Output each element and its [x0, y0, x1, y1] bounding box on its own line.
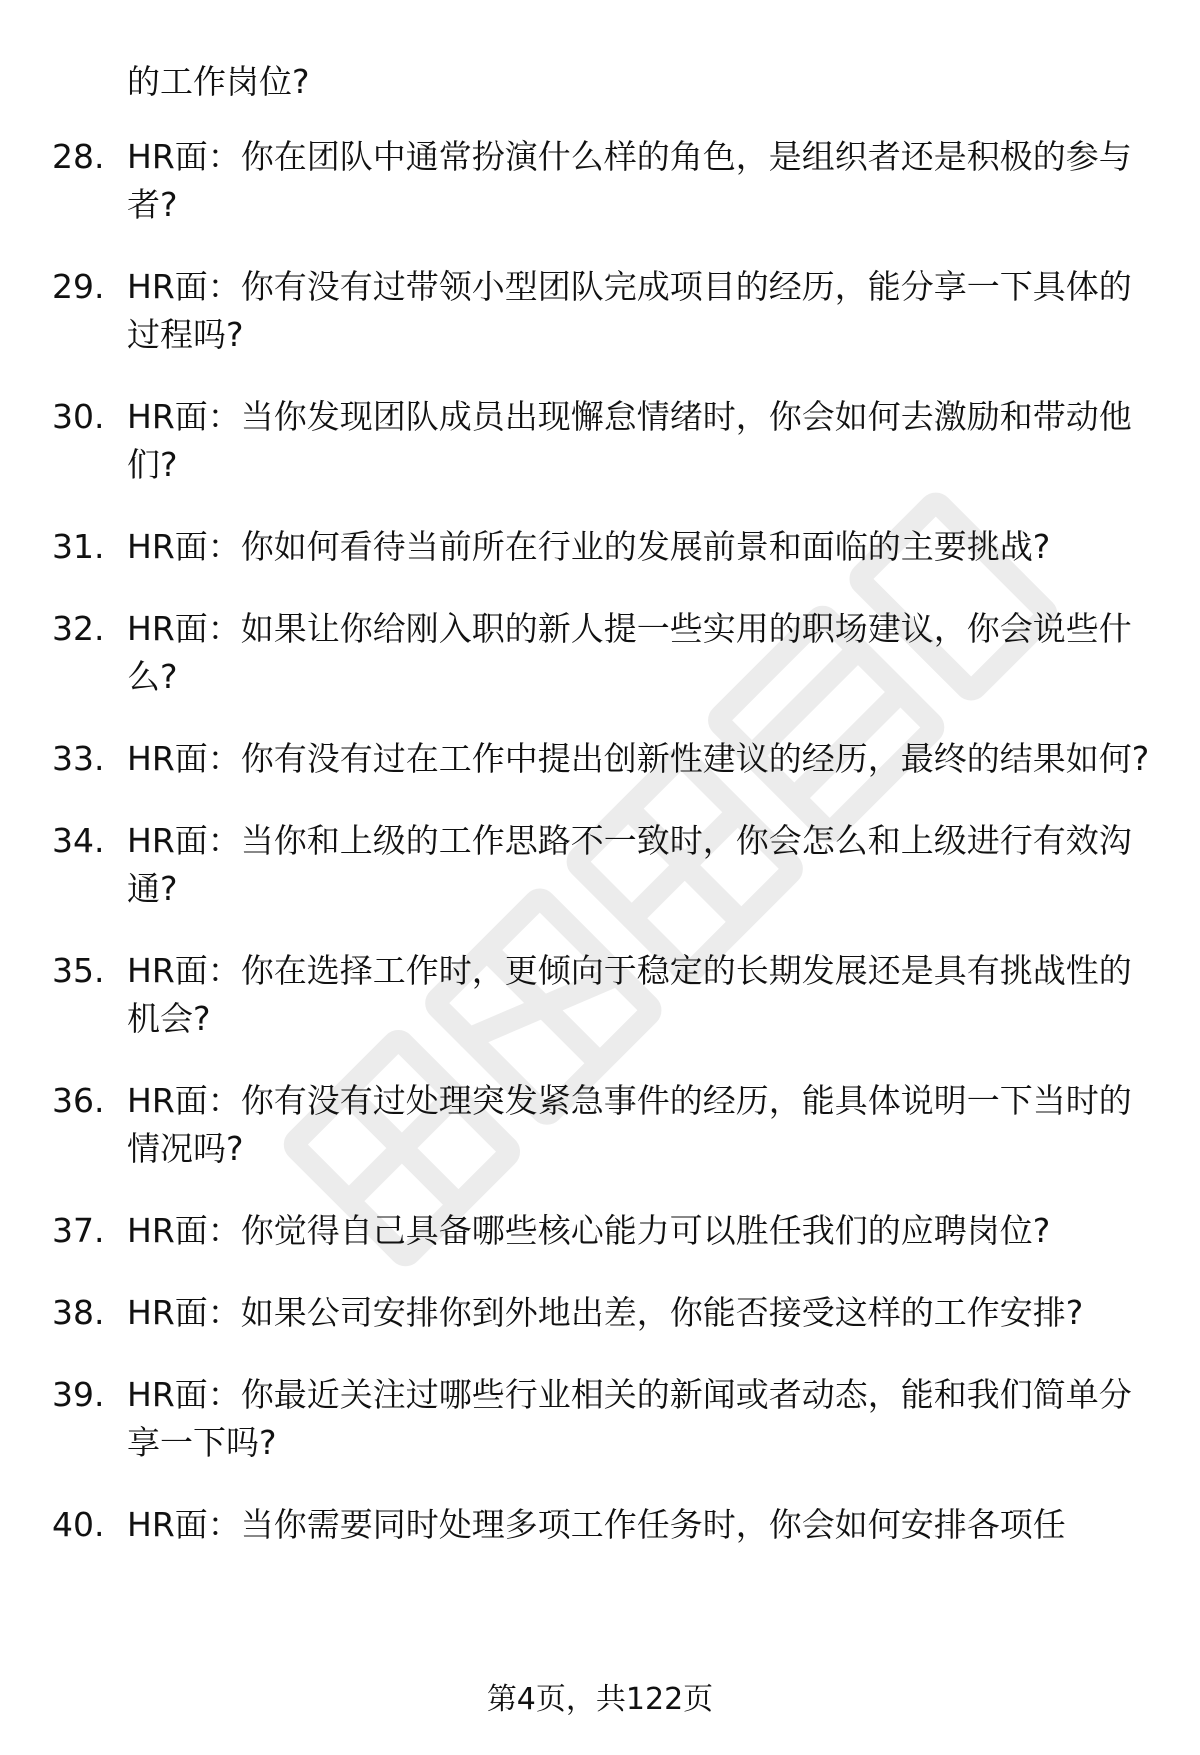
question-item — [0, 263, 1200, 359]
question-number: 39. — [52, 1375, 105, 1414]
question-item — [0, 133, 1200, 229]
continuation-text: 的工作岗位? — [127, 62, 310, 101]
question-number: 31. — [52, 527, 105, 566]
question-text: HR面：你有没有过处理突发紧急事件的经历，能具体说明一下当时的情况吗? — [127, 1081, 1132, 1168]
question-text: HR面：你有没有过在工作中提出创新性建议的经历，最终的结果如何? — [127, 739, 1150, 778]
question-item — [0, 1501, 1200, 1549]
question-text: HR面：当你和上级的工作思路不一致时，你会怎么和上级进行有效沟通? — [127, 821, 1132, 908]
question-number: 32. — [52, 609, 105, 648]
question-number: 30. — [52, 397, 105, 436]
question-text: HR面：你在团队中通常扮演什么样的角色，是组织者还是积极的参与者? — [127, 137, 1132, 224]
question-item — [0, 947, 1200, 1043]
question-number: 35. — [52, 951, 105, 990]
question-item — [0, 605, 1200, 701]
question-number: 38. — [52, 1293, 105, 1332]
question-number: 37. — [52, 1211, 105, 1250]
question-number: 29. — [52, 267, 105, 306]
question-item — [0, 393, 1200, 489]
page-footer: 第4页，共122页 — [486, 1682, 714, 1717]
question-text: HR面：你有没有过带领小型团队完成项目的经历，能分享一下具体的过程吗? — [127, 267, 1132, 354]
question-number: 33. — [52, 739, 105, 778]
question-list — [0, 133, 1200, 1583]
question-item — [0, 1207, 1200, 1255]
question-item — [0, 1077, 1200, 1173]
question-text: HR面：当你发现团队成员出现懈怠情绪时，你会如何去激励和带动他们? — [127, 397, 1132, 484]
question-number: 34. — [52, 821, 105, 860]
question-number: 28. — [52, 137, 105, 176]
question-number: 36. — [52, 1081, 105, 1120]
question-text: HR面：你在选择工作时，更倾向于稳定的长期发展还是具有挑战性的机会? — [127, 951, 1132, 1038]
question-item — [0, 523, 1200, 571]
question-text: HR面：如果公司安排你到外地出差，你能否接受这样的工作安排? — [127, 1293, 1084, 1332]
question-number: 40. — [52, 1505, 105, 1544]
question-text: HR面：你如何看待当前所在行业的发展前景和面临的主要挑战? — [127, 527, 1051, 566]
question-item — [0, 817, 1200, 913]
question-item — [0, 735, 1200, 783]
question-item — [0, 1371, 1200, 1467]
question-text: HR面：当你需要同时处理多项工作任务时，你会如何安排各项任 — [127, 1505, 1066, 1544]
question-text: HR面：如果让你给刚入职的新人提一些实用的职场建议，你会说些什么? — [127, 609, 1132, 696]
question-item — [0, 1289, 1200, 1337]
question-text: HR面：你最近关注过哪些行业相关的新闻或者动态，能和我们简单分享一下吗? — [127, 1375, 1132, 1462]
question-text: HR面：你觉得自己具备哪些核心能力可以胜任我们的应聘岗位? — [127, 1211, 1051, 1250]
